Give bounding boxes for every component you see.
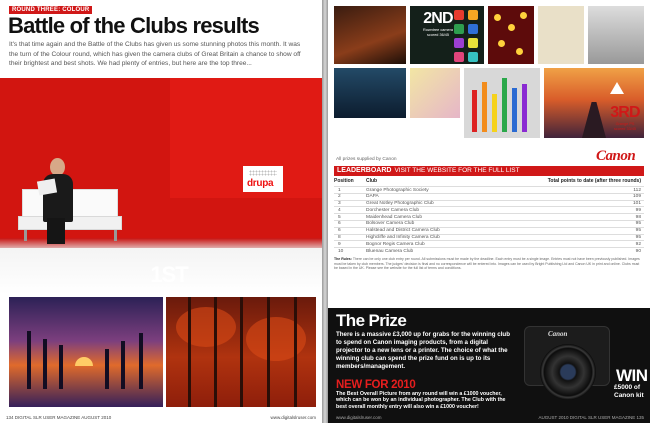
tree-trunk [214,297,217,407]
row-points: 90 [635,248,641,254]
pencils-photo [464,68,540,138]
row-position: 10 [338,248,344,254]
table-row [334,220,644,227]
bokeh-dot [498,40,505,47]
row-points: 99 [635,207,641,213]
sun [75,357,93,366]
rules-label: The Rules: [334,257,352,261]
leaderboard-subtitle: VISIT THE WEBSITE FOR THE FULL LIST [394,167,520,174]
staircase-photo [334,6,406,64]
row-club: Great Notley Photographic Club [366,201,434,207]
table-row [334,200,644,207]
rules-body: There can be only one club entry per round. All submissions must be made by the deadline. Each entry must be a single image. Entries must not have been previously published. Images must be taken by club members. The judges' decision is final and no correspondence will be entered into. Images can be used by Bright Publishing Ltd and Canon UK in print and online. Clubs must be based in the UK. Please see the website for the full list of terms and conditions. [334,257,640,270]
row-club: DAPA [366,194,379,200]
first-place-club: DAPA [160,288,178,295]
foliage [246,317,306,361]
row-points: 95 [635,221,641,227]
row-points: 112 [633,187,641,193]
row-club: Grange Photographic Society [366,187,429,193]
col-position: Position [334,178,354,184]
second-place-badge [412,10,464,37]
tree-trunk [294,297,297,407]
color-tile [454,52,464,62]
pencil [502,78,507,132]
camera-lens-icon [540,344,596,400]
pencil [492,94,497,132]
row-position: 2 [338,194,341,200]
table-row [334,247,644,254]
rules-text [334,257,644,271]
row-position: 8 [338,235,341,241]
pier-post [59,345,63,389]
row-position: 1 [338,187,341,193]
pier-post [121,341,125,389]
bokeh-dot [516,48,523,55]
man-legs [47,218,65,244]
color-tile [468,52,478,62]
prize-panel [328,308,650,423]
second-place-label: 2ND [423,10,453,27]
prizes-credit: All prizes supplied by Canon [336,157,397,162]
bokeh-photo [488,6,534,64]
row-club: Maidenhead Camera Club [366,214,422,220]
drupa-sign [243,166,283,192]
camera-brand: Canon [548,330,568,338]
win-amount [614,384,644,399]
pier-sunset-photo [9,297,163,407]
pencil [472,90,477,132]
left-page [0,0,322,423]
row-points: 109 [632,194,641,200]
leaderboard-column-headers [334,178,644,185]
canon-logo: Canon [596,148,636,164]
row-points: 98 [635,214,641,220]
drupa-logo: drupa [247,178,274,189]
row-club: Highcliffe and Infinity Camera Club [366,235,440,241]
win-label: WIN [616,366,648,385]
table-row [334,186,644,193]
window-photo [538,6,584,64]
road-sign [610,82,624,94]
row-position: 4 [338,207,341,213]
drupa-dots [249,170,277,176]
row-points: 95 [635,235,641,241]
sofa-leg [24,230,27,241]
bokeh-dot [508,24,515,31]
bokeh-dot [520,12,527,19]
row-position: 6 [338,221,341,227]
prize-title: The Prize [336,311,407,330]
row-club: Bluenau Camera Club [366,248,414,254]
col-points: Total points to date (after three rounds) [547,178,641,184]
first-place-photo [0,78,322,294]
third-place-label: 3RD [610,104,640,121]
pier-post [43,339,47,389]
third-place-score: scored 33/45 [614,126,636,131]
page-folio: AUGUST 2010 DIGITAL SLR USER MAGAZINE 135 [538,415,644,420]
leaderboard-header-bar [334,166,644,176]
page-folio: 134 DIGITAL SLR USER MAGAZINE AUGUST 2010 [6,415,112,420]
table-row [334,227,644,234]
pastel-photo [410,68,460,118]
row-position: 5 [338,214,341,220]
pencil [522,84,527,132]
row-points: 101 [632,201,641,207]
sofa-leg [114,230,117,241]
pier-post [139,333,143,389]
page-url: www.digitalslruser.com [270,415,316,420]
article-intro: It's that time again and the Battle of the Clubs has given us some stunning photos this month. It was the turn of the Colour round, which has given the camera clubs of Great Britain a chance to show off their brightest and best shots. We had plenty of entries, but here are the top three... [9,41,301,67]
leaderboard-title: LEADERBOARD [337,167,392,174]
row-points: 95 [635,228,641,234]
page-url: www.digitalslruser.com [336,415,382,420]
tree-trunk [267,297,270,407]
win-badge [616,366,648,386]
win-amount-value: £5000 of [614,384,641,391]
row-club: Bognor Regis Camera Club [366,241,425,247]
second-place-score: scored 36/45 [427,32,449,37]
pier-post [27,331,31,389]
article-title: Battle of the Clubs results [8,13,259,38]
third-place-badge [602,104,648,131]
tree-trunk [240,297,243,407]
row-club: Bolsover Camera Club [366,221,415,227]
paint-tubes-photo [588,6,644,64]
col-club: Club [366,178,378,184]
round-tag: ROUND THREE: COLOUR [9,6,92,14]
row-position: 3 [338,201,341,207]
row-points: 92 [635,241,641,247]
autumn-forest-photo [166,297,316,407]
second-place-club: Rowntree camera [423,28,453,32]
right-page [328,0,650,423]
pier-post [105,349,109,389]
row-position: 9 [338,241,341,247]
color-tile [468,10,478,20]
table-row [334,206,644,213]
leaderboard-table [334,186,644,254]
color-tile [468,38,478,48]
table-row [334,240,644,247]
third-place-club: Grange PS [615,122,635,126]
pencil [512,88,517,132]
table-row [334,234,644,241]
glasses-photo [334,68,406,118]
first-place-label: 1ST [150,262,188,287]
bokeh-dot [494,14,501,21]
prize-description: There is a massive £3,000 up for grabs for the winning club to spend on Canon imaging products, from a digital projector to a new lens or a printer. The choice of what the winning club can spend the prize fund on is up to its members/management. [336,331,510,370]
tree-trunk [188,297,191,407]
color-tile [468,24,478,34]
row-club: Dorchester Camera Club [366,207,420,213]
color-tile [454,38,464,48]
pencil [482,82,487,132]
row-club: Halstead and District Camera Club [366,228,440,234]
foliage [176,307,236,347]
win-kit-label: Canon kit [614,391,644,399]
row-position: 6 [338,228,341,234]
table-row [334,193,644,200]
new-for-2010-text: The Best Overall Picture from any round will win a £1000 voucher, which can be won by an individual photographer. The Club with the best overall monthly entry will also win a £1000 voucher! [336,391,506,410]
table-row [334,213,644,220]
new-for-2010-heading: NEW FOR 2010 [336,379,416,391]
